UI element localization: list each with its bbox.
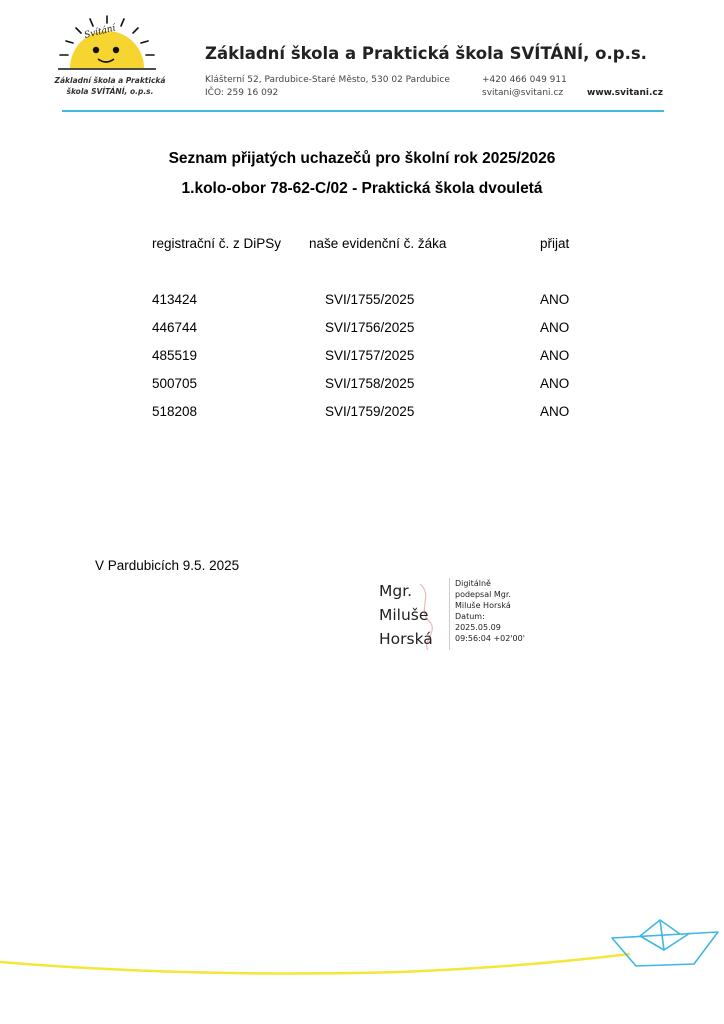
signature-detail-line: Miluše Horská: [455, 601, 511, 610]
logo-caption-line2: škola SVÍTÁNÍ, o.p.s.: [66, 87, 154, 96]
school-name: Základní škola a Praktická škola SVÍTÁNÍ, o.p.s.: [205, 44, 647, 63]
signature-divider: [449, 578, 450, 650]
signature-detail-line: 2025.05.09: [455, 623, 501, 632]
student-number: SVI/1758/2025: [325, 376, 415, 391]
admitted-status: ANO: [540, 404, 570, 419]
registration-number: 446744: [152, 320, 198, 335]
paper-boat-icon: [612, 920, 718, 966]
signature-detail-line: podepsal Mgr.: [455, 590, 511, 599]
header-registration-number: registrační č. z DiPSy: [152, 236, 282, 251]
signature-details: [455, 578, 545, 644]
admitted-status: ANO: [540, 376, 570, 391]
student-number: SVI/1755/2025: [325, 292, 415, 307]
footer-wave: [0, 954, 630, 974]
student-number: SVI/1759/2025: [325, 404, 415, 419]
signer-last-name: Horská: [379, 630, 433, 648]
header-student-number: naše evidenční č. žáka: [309, 236, 447, 251]
registration-number: 518208: [152, 404, 198, 419]
student-number: SVI/1757/2025: [325, 348, 415, 363]
admitted-status: ANO: [540, 348, 570, 363]
signature-detail-line: Digitálně: [455, 579, 491, 588]
document-subtitle: 1.kolo-obor 78-62-C/02 - Praktická škola dvouletá: [181, 180, 543, 197]
school-website[interactable]: www.svitani.cz: [587, 88, 663, 98]
logo-text: Svítání: [83, 23, 117, 41]
student-number: SVI/1756/2025: [325, 320, 415, 335]
admitted-status: ANO: [540, 292, 570, 307]
signature-detail-line: Datum:: [455, 612, 485, 621]
place-date: V Pardubicích 9.5. 2025: [95, 558, 240, 573]
header-admitted: přijat: [540, 236, 570, 251]
school-address: Klášterní 52, Pardubice-Staré Město, 530 02 Pardubice: [205, 75, 450, 85]
registration-number: 413424: [152, 292, 198, 307]
signer-title: Mgr.: [379, 582, 413, 600]
signer-first-name: Miluše: [379, 606, 429, 624]
school-logo: [52, 12, 162, 74]
school-email[interactable]: svitani@svitani.cz: [482, 88, 564, 98]
signature-detail-line: 09:56:04 +02'00': [455, 634, 525, 643]
school-ico: IČO: 259 16 092: [205, 88, 279, 98]
registration-number: 485519: [152, 348, 198, 363]
admitted-status: ANO: [540, 320, 570, 335]
school-phone: +420 466 049 911: [482, 75, 567, 85]
logo-caption-line1: Základní škola a Praktická: [54, 76, 166, 85]
header-divider: [62, 110, 664, 112]
document-title: Seznam přijatých uchazečů pro školní rok 2025/2026: [168, 150, 556, 167]
registration-number: 500705: [152, 376, 198, 391]
footer-decoration: [0, 910, 724, 990]
